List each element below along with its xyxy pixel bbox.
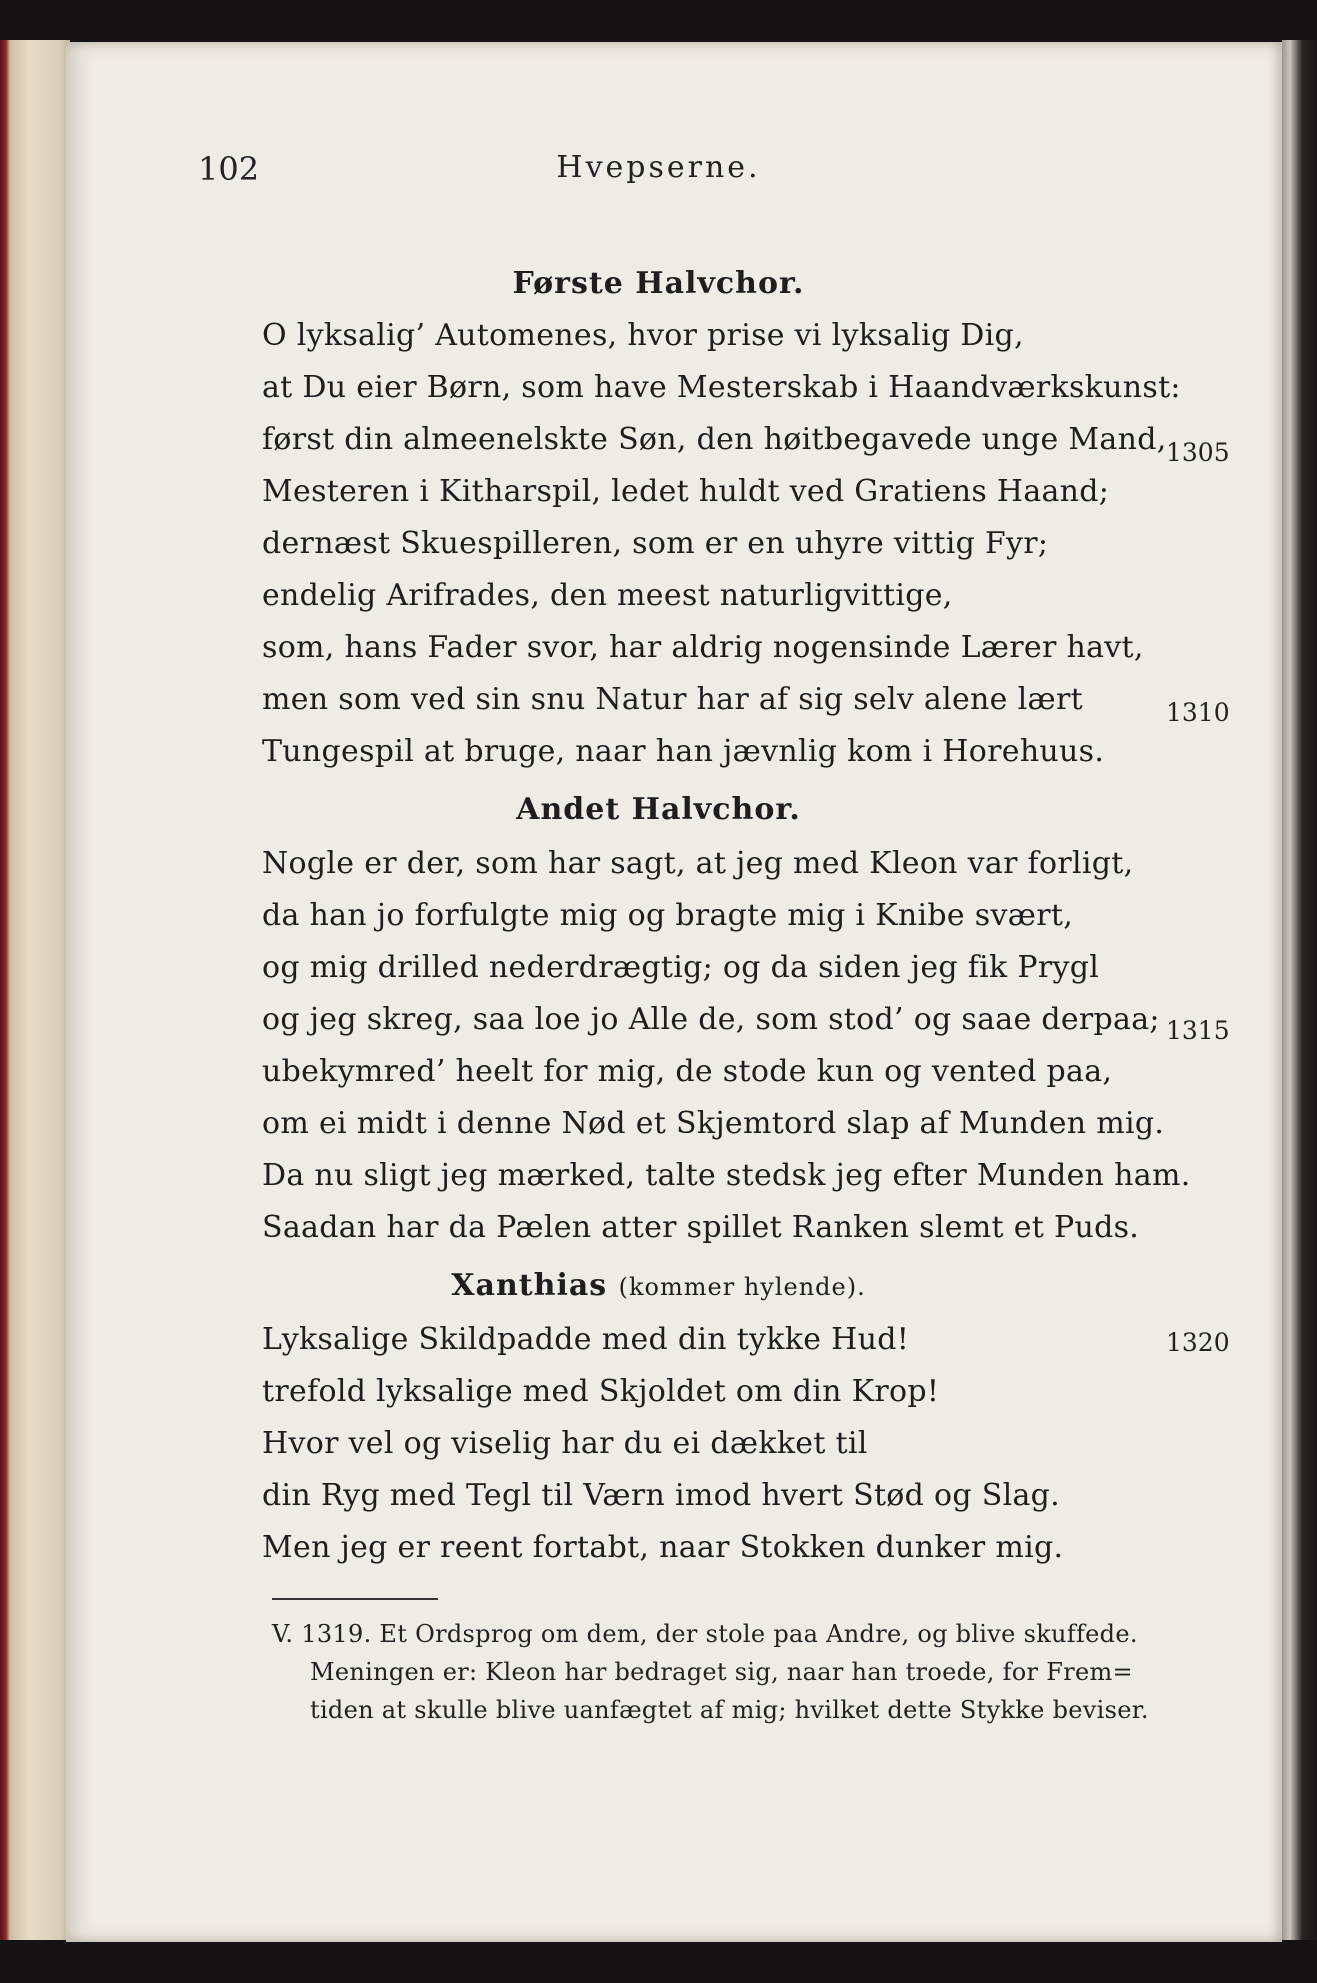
line-number: 1305: [1166, 438, 1230, 467]
speaker-heading: [0, 1268, 1317, 1303]
running-head: Hvepserne.: [556, 150, 761, 185]
verse-line: og mig drilled nederdrægtig; og da siden jeg fik Prygl: [262, 950, 1100, 985]
verse-line: som, hans Fader svor, har aldrig nogensinde Lærer havt,: [262, 630, 1144, 665]
page-number: 102: [198, 150, 260, 188]
line-number: 1310: [1166, 698, 1230, 727]
verse-line: dernæst Skuespilleren, som er en uhyre vittig Fyr;: [262, 526, 1049, 561]
speaker-heading: Første Halvchor.: [512, 266, 805, 301]
stage-direction: (kommer hylende).: [618, 1273, 866, 1301]
verse-line: Nogle er der, som har sagt, at jeg med Kleon var forligt,: [262, 846, 1134, 881]
speaker-name: Xanthias: [451, 1268, 608, 1303]
footnote-line: Meningen er: Kleon har bedraget sig, naar han troede, for Frem=: [310, 1658, 1133, 1686]
verse-line: Hvor vel og viselig har du ei dækket til: [262, 1426, 868, 1461]
book-edge: [0, 40, 70, 1940]
verse-line: da han jo forfulgte mig og bragte mig i Knibe svært,: [262, 898, 1074, 933]
verse-line: ubekymred’ heelt for mig, de stode kun og vented paa,: [262, 1054, 1113, 1089]
verse-line: endelig Arifrades, den meest naturligvittige,: [262, 578, 953, 613]
verse-line: men som ved sin snu Natur har af sig selv alene lært: [262, 682, 1083, 717]
footnote-rule: [272, 1598, 438, 1600]
verse-line: Men jeg er reent fortabt, naar Stokken dunker mig.: [262, 1530, 1064, 1565]
verse-line: Saadan har da Pælen atter spillet Ranken slemt et Puds.: [262, 1210, 1140, 1245]
line-number: 1320: [1166, 1328, 1230, 1357]
line-number: 1315: [1166, 1016, 1230, 1045]
verse-line: din Ryg med Tegl til Værn imod hvert Stød og Slag.: [262, 1478, 1060, 1513]
verse-line: O lyksalig’ Automenes, hvor prise vi lyksalig Dig,: [262, 318, 1024, 353]
page-gutter: [1282, 40, 1317, 1940]
footnote-line: V. 1319. Et Ordsprog om dem, der stole paa Andre, og blive skuffede.: [272, 1620, 1138, 1648]
verse-line: at Du eier Børn, som have Mesterskab i Haandværkskunst:: [262, 370, 1181, 405]
verse-line: Tungespil at bruge, naar han jævnlig kom i Horehuus.: [262, 734, 1105, 769]
verse-line: Lyksalige Skildpadde med din tykke Hud!: [262, 1322, 910, 1357]
footnote-line: tiden at skulle blive uanfægtet af mig; hvilket dette Stykke beviser.: [310, 1696, 1149, 1724]
verse-line: Mesteren i Kitharspil, ledet huldt ved Gratiens Haand;: [262, 474, 1110, 509]
speaker-heading: Andet Halvchor.: [516, 792, 801, 827]
verse-line: Da nu sligt jeg mærked, talte stedsk jeg efter Munden ham.: [262, 1158, 1191, 1193]
verse-line: og jeg skreg, saa loe jo Alle de, som stod’ og saae derpaa;: [262, 1002, 1160, 1037]
verse-line: om ei midt i denne Nød et Skjemtord slap af Munden mig.: [262, 1106, 1165, 1141]
verse-line: trefold lyksalige med Skjoldet om din Krop!: [262, 1374, 940, 1409]
verse-line: først din almeenelskte Søn, den høitbegavede unge Mand,: [262, 422, 1167, 457]
